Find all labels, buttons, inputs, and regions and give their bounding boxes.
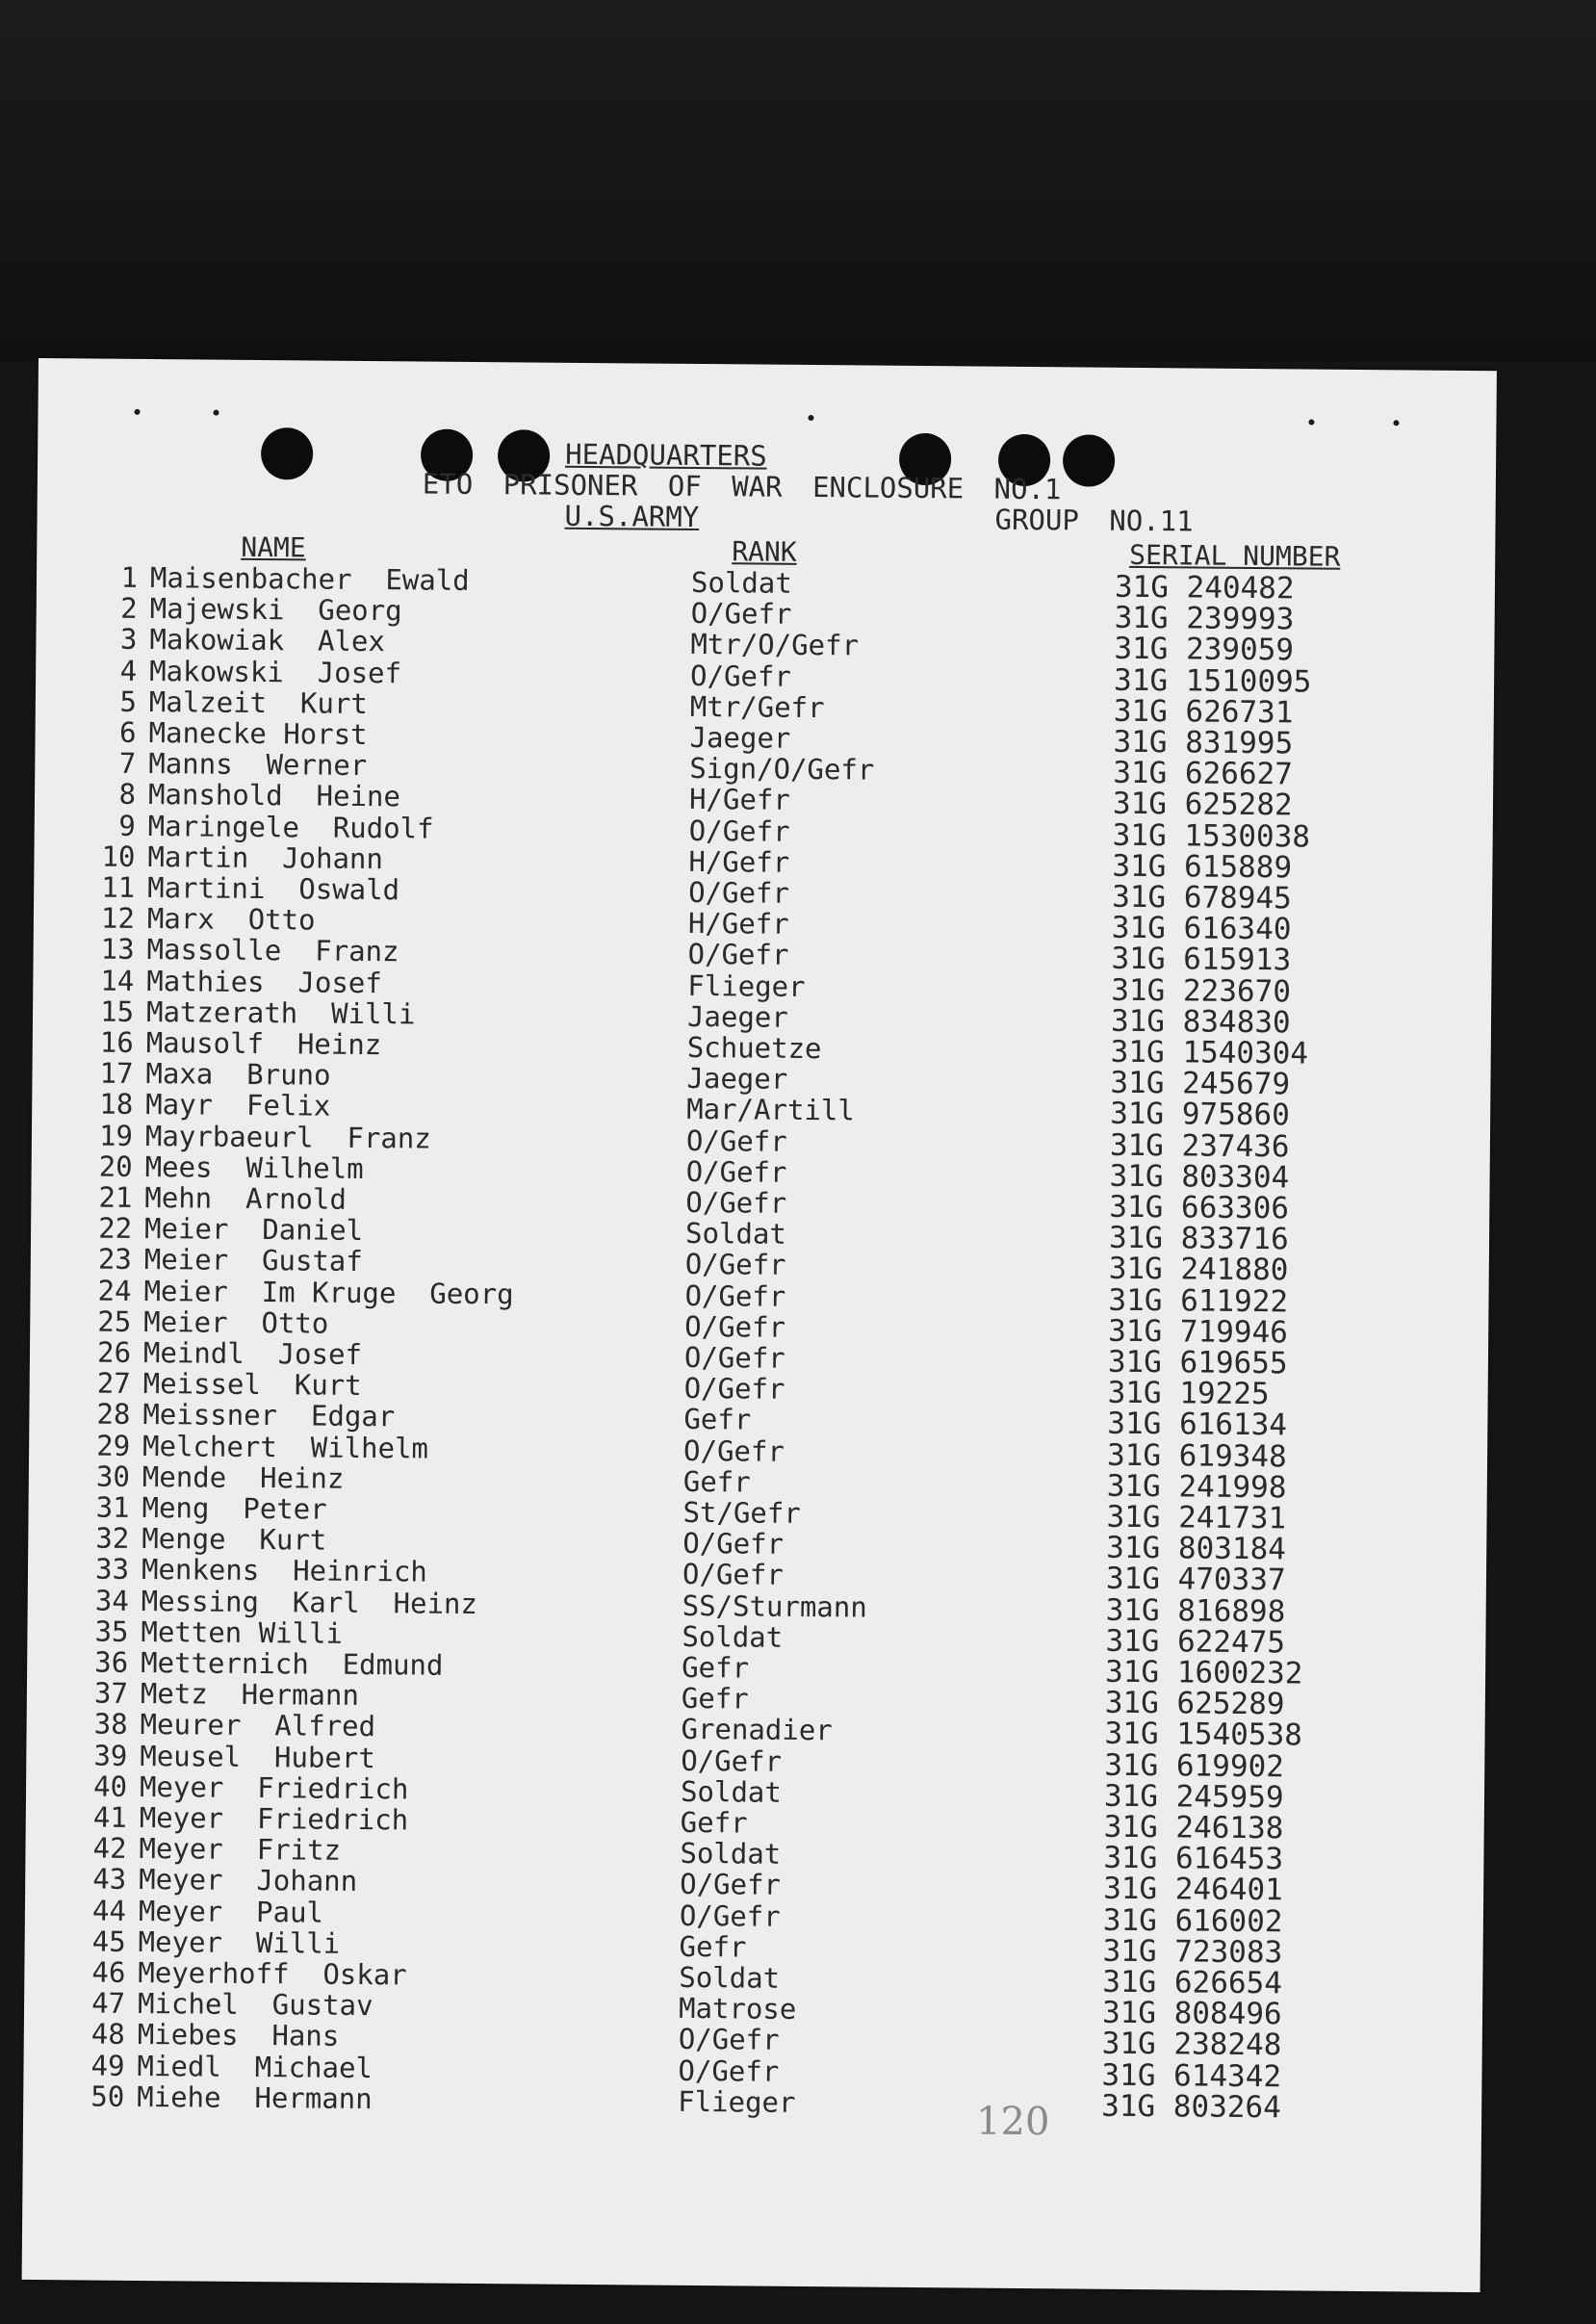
row-number: 10 — [101, 839, 136, 873]
row-number: 42 — [92, 1831, 127, 1866]
prisoner-rank: Gefr — [682, 1464, 751, 1499]
row-number: 32 — [95, 1521, 130, 1556]
prisoner-rank: Jaeger — [686, 999, 788, 1034]
prisoner-rank: O/Gefr — [684, 1248, 786, 1282]
row-number: 34 — [94, 1584, 129, 1617]
serial-number: 31G 245679 — [1110, 1065, 1291, 1102]
prisoner-name: Manshold Heine — [147, 778, 401, 813]
prisoner-name: Meyer Friedrich — [139, 1800, 409, 1837]
prisoner-rank: O/Gefr — [684, 1278, 786, 1313]
prisoner-name: Matzerath Willi — [145, 994, 416, 1031]
serial-number: 31G 241731 — [1106, 1499, 1287, 1536]
prisoner-name: Meindl Josef — [142, 1335, 363, 1371]
serial-number: 31G 223670 — [1111, 972, 1292, 1009]
header-army: U.S.ARMY — [564, 499, 700, 533]
prisoner-rank: Mtr/Gefr — [689, 689, 825, 724]
row-number: 31 — [95, 1490, 130, 1524]
row-number: 29 — [96, 1429, 131, 1462]
row-number: 8 — [118, 778, 137, 812]
prisoner-name: Manns Werner — [148, 747, 368, 783]
row-number: 2 — [120, 591, 138, 626]
serial-number: 31G 240482 — [1114, 569, 1295, 607]
serial-number: 31G 626731 — [1113, 693, 1294, 731]
serial-number: 31G 626627 — [1113, 755, 1294, 792]
serial-number: 31G 619655 — [1107, 1344, 1288, 1381]
serial-number: 31G 678945 — [1112, 879, 1292, 917]
row-number: 15 — [100, 994, 135, 1028]
prisoner-rank: O/Gefr — [681, 1743, 783, 1778]
prisoner-rank: O/Gefr — [685, 1154, 787, 1189]
prisoner-name: Meurer Alfred — [140, 1708, 376, 1743]
serial-number: 31G 1540538 — [1104, 1717, 1303, 1753]
prisoner-name: Metternich Edmund — [141, 1645, 444, 1682]
row-number: 5 — [119, 684, 138, 718]
prisoner-name: Miedl Michael — [137, 2049, 373, 2084]
prisoner-name: Manecke Horst — [148, 716, 368, 751]
prisoner-rank: O/Gefr — [683, 1372, 785, 1406]
serial-number: 31G 1600232 — [1104, 1654, 1303, 1691]
row-number: 7 — [118, 746, 137, 781]
prisoner-rank: O/Gefr — [685, 1185, 787, 1220]
prisoner-rank: SS/Sturmann — [682, 1588, 867, 1624]
row-number: 9 — [118, 809, 136, 842]
row-number: 40 — [92, 1769, 128, 1803]
prisoner-name: Majewski Georg — [149, 592, 402, 628]
serial-number: 31G 831995 — [1113, 724, 1294, 762]
serial-number: 31G 622475 — [1105, 1623, 1286, 1661]
prisoner-name: Meissner Edgar — [142, 1398, 396, 1433]
serial-number: 31G 619348 — [1106, 1437, 1287, 1474]
prisoner-name: Miehe Hermann — [137, 2079, 373, 2115]
group-number: GROUP NO.11 — [994, 503, 1194, 538]
document-page — [22, 358, 1497, 2292]
serial-number: 31G 663306 — [1109, 1189, 1290, 1227]
prisoner-name: Meier Gustaf — [143, 1243, 363, 1278]
prisoner-name: Meyer Paul — [138, 1894, 324, 1929]
serial-number: 31G 834830 — [1110, 1003, 1291, 1041]
row-number: 44 — [91, 1894, 127, 1927]
row-number: 21 — [98, 1180, 133, 1214]
prisoner-rank: Gefr — [682, 1650, 750, 1685]
prisoner-rank: Soldat — [679, 1960, 781, 1995]
prisoner-name: Miebes Hans — [137, 2018, 340, 2053]
prisoner-rank: H/Gefr — [688, 783, 790, 817]
prisoner-name: Meissel Kurt — [142, 1367, 362, 1403]
row-number: 27 — [96, 1366, 131, 1401]
prisoner-rank: Gefr — [679, 1929, 747, 1964]
prisoner-rank: H/Gefr — [687, 907, 789, 942]
row-number: 24 — [97, 1274, 132, 1307]
serial-number: 31G 237436 — [1109, 1127, 1290, 1164]
serial-number: 31G 803304 — [1109, 1158, 1290, 1196]
prisoner-name: Meier Otto — [143, 1304, 329, 1340]
serial-number: 31G 803184 — [1106, 1530, 1287, 1567]
serial-number: 31G 241998 — [1106, 1468, 1287, 1506]
prisoner-rank: Jaeger — [686, 1062, 788, 1097]
serial-number: 31G 816898 — [1105, 1592, 1286, 1629]
row-number: 38 — [93, 1707, 128, 1742]
column-header-rank: RANK — [732, 535, 797, 568]
row-number: 41 — [92, 1800, 127, 1834]
row-number: 1 — [120, 560, 139, 594]
row-number: 18 — [99, 1087, 134, 1122]
prisoner-name: Maisenbacher Ewald — [149, 561, 470, 597]
prisoner-rank: Soldat — [680, 1837, 782, 1871]
serial-number: 31G 19225 — [1107, 1375, 1270, 1412]
prisoner-rank: Flieger — [678, 2084, 796, 2119]
row-number: 36 — [94, 1645, 129, 1679]
row-number: 50 — [90, 2079, 125, 2113]
row-number: 46 — [91, 1955, 126, 1989]
serial-number: 31G 616002 — [1102, 1902, 1283, 1939]
row-number: 48 — [90, 2017, 125, 2052]
row-number: 47 — [91, 1986, 126, 2021]
prisoner-name: Meusel Hubert — [140, 1739, 375, 1774]
row-number: 4 — [119, 654, 138, 687]
prisoner-rank: Gefr — [680, 1805, 748, 1840]
row-number: 35 — [94, 1614, 129, 1648]
prisoner-name: Mayr Felix — [145, 1088, 331, 1123]
serial-number: 31G 611922 — [1108, 1282, 1289, 1319]
row-number: 39 — [93, 1739, 128, 1772]
speck — [1393, 420, 1399, 426]
prisoner-rank: Mar/Artill — [686, 1093, 855, 1127]
serial-number: 31G 619902 — [1104, 1747, 1285, 1784]
serial-number: 31G 808496 — [1101, 1995, 1282, 2032]
prisoner-name: Meyer Fritz — [139, 1832, 342, 1867]
serial-number: 31G 246401 — [1103, 1872, 1283, 1908]
scanner-background — [0, 0, 1596, 361]
prisoner-rank: Gefr — [683, 1403, 752, 1436]
serial-number: 31G 246138 — [1103, 1809, 1284, 1846]
prisoner-name: Maxa Bruno — [145, 1057, 331, 1092]
prisoner-name: Martini Oswald — [147, 871, 400, 907]
prisoner-rank: O/Gefr — [688, 813, 790, 848]
prisoner-rank: Grenadier — [681, 1713, 833, 1747]
prisoner-name: Mausolf Heinz — [145, 1026, 382, 1062]
row-number: 11 — [101, 870, 136, 904]
prisoner-name: Mathies Josef — [146, 964, 382, 999]
prisoner-rank: Schuetze — [686, 1030, 822, 1066]
serial-number: 31G 723083 — [1102, 1933, 1283, 1971]
serial-number: 31G 470337 — [1105, 1562, 1286, 1598]
serial-number: 31G 975860 — [1110, 1097, 1290, 1133]
prisoner-rank: O/Gefr — [678, 2053, 780, 2088]
prisoner-rank: Soldat — [682, 1619, 784, 1654]
prisoner-rank: Soldat — [684, 1217, 787, 1252]
speck — [1308, 420, 1314, 426]
row-number: 45 — [91, 1924, 126, 1958]
row-number: 17 — [99, 1056, 134, 1091]
row-number: 30 — [95, 1459, 131, 1493]
prisoner-rank: O/Gefr — [682, 1558, 784, 1592]
prisoner-name: Mayrbaeurl Franz — [144, 1119, 431, 1155]
prisoner-rank: H/Gefr — [688, 844, 790, 879]
prisoner-rank: O/Gefr — [687, 938, 789, 972]
prisoner-name: Malzeit Kurt — [148, 684, 369, 720]
serial-number: 31G 614342 — [1101, 2057, 1282, 2094]
prisoner-rank: O/Gefr — [680, 1868, 782, 1902]
speck — [213, 410, 219, 416]
serial-number: 31G 615913 — [1111, 942, 1292, 978]
serial-number: 31G 833716 — [1108, 1220, 1289, 1257]
row-number: 43 — [92, 1862, 127, 1897]
speck — [134, 409, 140, 415]
prisoner-rank: Jaeger — [689, 720, 791, 755]
serial-number: 31G 625289 — [1104, 1685, 1285, 1722]
prisoner-name: Meier Im Kruge Georg — [143, 1274, 514, 1310]
row-number: 49 — [90, 2049, 125, 2082]
prisoner-rank: O/Gefr — [685, 1123, 787, 1158]
prisoner-rank: Mtr/O/Gefr — [690, 628, 860, 662]
serial-number: 31G 1510095 — [1113, 662, 1312, 700]
prisoner-rank: O/Gefr — [679, 1898, 781, 1933]
punch-hole — [1063, 434, 1115, 486]
speck — [808, 415, 813, 421]
prisoner-name: Maringele Rudolf — [147, 809, 434, 845]
prisoner-name: Makowski Josef — [149, 654, 402, 689]
row-number: 16 — [99, 1025, 134, 1059]
serial-number: 31G 616134 — [1107, 1407, 1288, 1443]
row-number: 12 — [100, 901, 136, 936]
prisoner-name: Meyer Johann — [139, 1863, 358, 1898]
prisoner-name: Metz Hermann — [140, 1677, 360, 1713]
row-number: 3 — [119, 623, 138, 657]
prisoner-name: Menkens Heinrich — [141, 1553, 427, 1588]
serial-number: 31G 615889 — [1112, 848, 1293, 886]
row-number: 28 — [96, 1397, 131, 1432]
prisoner-name: Mende Heinz — [142, 1459, 345, 1495]
prisoner-rank: Soldat — [680, 1774, 782, 1809]
punch-hole — [261, 427, 313, 479]
serial-number: 31G 239059 — [1114, 632, 1295, 668]
prisoner-name: Martin Johann — [147, 839, 384, 875]
prisoner-rank: Soldat — [690, 565, 792, 600]
serial-number: 31G 616340 — [1111, 910, 1292, 947]
prisoner-rank: O/Gefr — [684, 1309, 786, 1344]
serial-number: 31G 625282 — [1112, 787, 1293, 823]
serial-number: 31G 239993 — [1114, 600, 1295, 637]
serial-number: 31G 245959 — [1103, 1778, 1284, 1816]
row-number: 33 — [94, 1552, 130, 1587]
prisoner-name: Mees Wilhelm — [144, 1149, 364, 1185]
prisoner-name: Meyer Willi — [138, 1924, 341, 1960]
prisoner-rank: O/Gefr — [678, 2023, 780, 2057]
prisoner-rank: O/Gefr — [682, 1433, 785, 1468]
serial-number: 31G 803264 — [1101, 2088, 1281, 2126]
column-header-name: NAME — [241, 530, 306, 564]
column-header-serial: SERIAL NUMBER — [1129, 538, 1341, 573]
prisoner-rank: Flieger — [687, 968, 806, 1003]
row-number: 25 — [97, 1304, 132, 1338]
prisoner-name: Massolle Franz — [146, 933, 399, 968]
prisoner-rank: Sign/O/Gefr — [689, 752, 875, 787]
row-number: 23 — [97, 1242, 132, 1277]
row-number: 26 — [96, 1335, 132, 1369]
prisoner-rank: O/Gefr — [683, 1340, 785, 1375]
serial-number: 31G 1530038 — [1112, 817, 1311, 855]
header-enclosure: ETO PRISONER OF WAR ENCLOSURE NO.1 — [422, 467, 1062, 506]
row-number: 19 — [98, 1119, 134, 1152]
row-number: 37 — [93, 1676, 129, 1711]
row-number: 13 — [100, 932, 135, 967]
prisoner-name: Meyer Friedrich — [139, 1769, 409, 1806]
prisoner-rank: O/Gefr — [688, 875, 790, 910]
prisoner-name: Meier Daniel — [143, 1212, 364, 1248]
page-number: 120 — [975, 2099, 1050, 2145]
prisoner-rank: St/Gefr — [682, 1495, 801, 1530]
prisoner-rank: Matrose — [678, 1992, 797, 2027]
prisoner-name: Mehn Arnold — [144, 1180, 348, 1216]
serial-number: 31G 1540304 — [1110, 1034, 1309, 1072]
prisoner-name: Messing Karl Heinz — [141, 1584, 478, 1620]
prisoner-name: Marx Otto — [146, 902, 316, 937]
serial-number: 31G 719946 — [1108, 1313, 1289, 1351]
prisoner-name: Makowiak Alex — [149, 623, 386, 658]
serial-number: 31G 626654 — [1102, 1964, 1283, 2001]
header-title: HEADQUARTERS — [565, 437, 767, 473]
prisoner-name: Metten Willi — [141, 1614, 344, 1650]
row-number: 22 — [98, 1211, 133, 1246]
prisoner-rank: O/Gefr — [690, 597, 792, 632]
prisoner-name: Menge Kurt — [142, 1522, 327, 1557]
row-number: 6 — [118, 715, 137, 749]
prisoner-name: Melchert Wilhelm — [142, 1429, 429, 1465]
prisoner-name: Meyerhoff Oskar — [138, 1955, 407, 1992]
prisoner-name: Michel Gustav — [137, 1987, 373, 2023]
prisoner-rank: Gefr — [681, 1682, 749, 1716]
row-number: 20 — [98, 1149, 133, 1183]
serial-number: 31G 241880 — [1108, 1252, 1289, 1288]
row-number: 14 — [100, 964, 135, 997]
prisoner-rank: O/Gefr — [690, 658, 792, 693]
serial-number: 31G 238248 — [1101, 2027, 1282, 2063]
serial-number: 31G 616453 — [1103, 1840, 1284, 1877]
prisoner-name: Meng Peter — [142, 1490, 327, 1526]
prisoner-rank: O/Gefr — [682, 1527, 785, 1561]
